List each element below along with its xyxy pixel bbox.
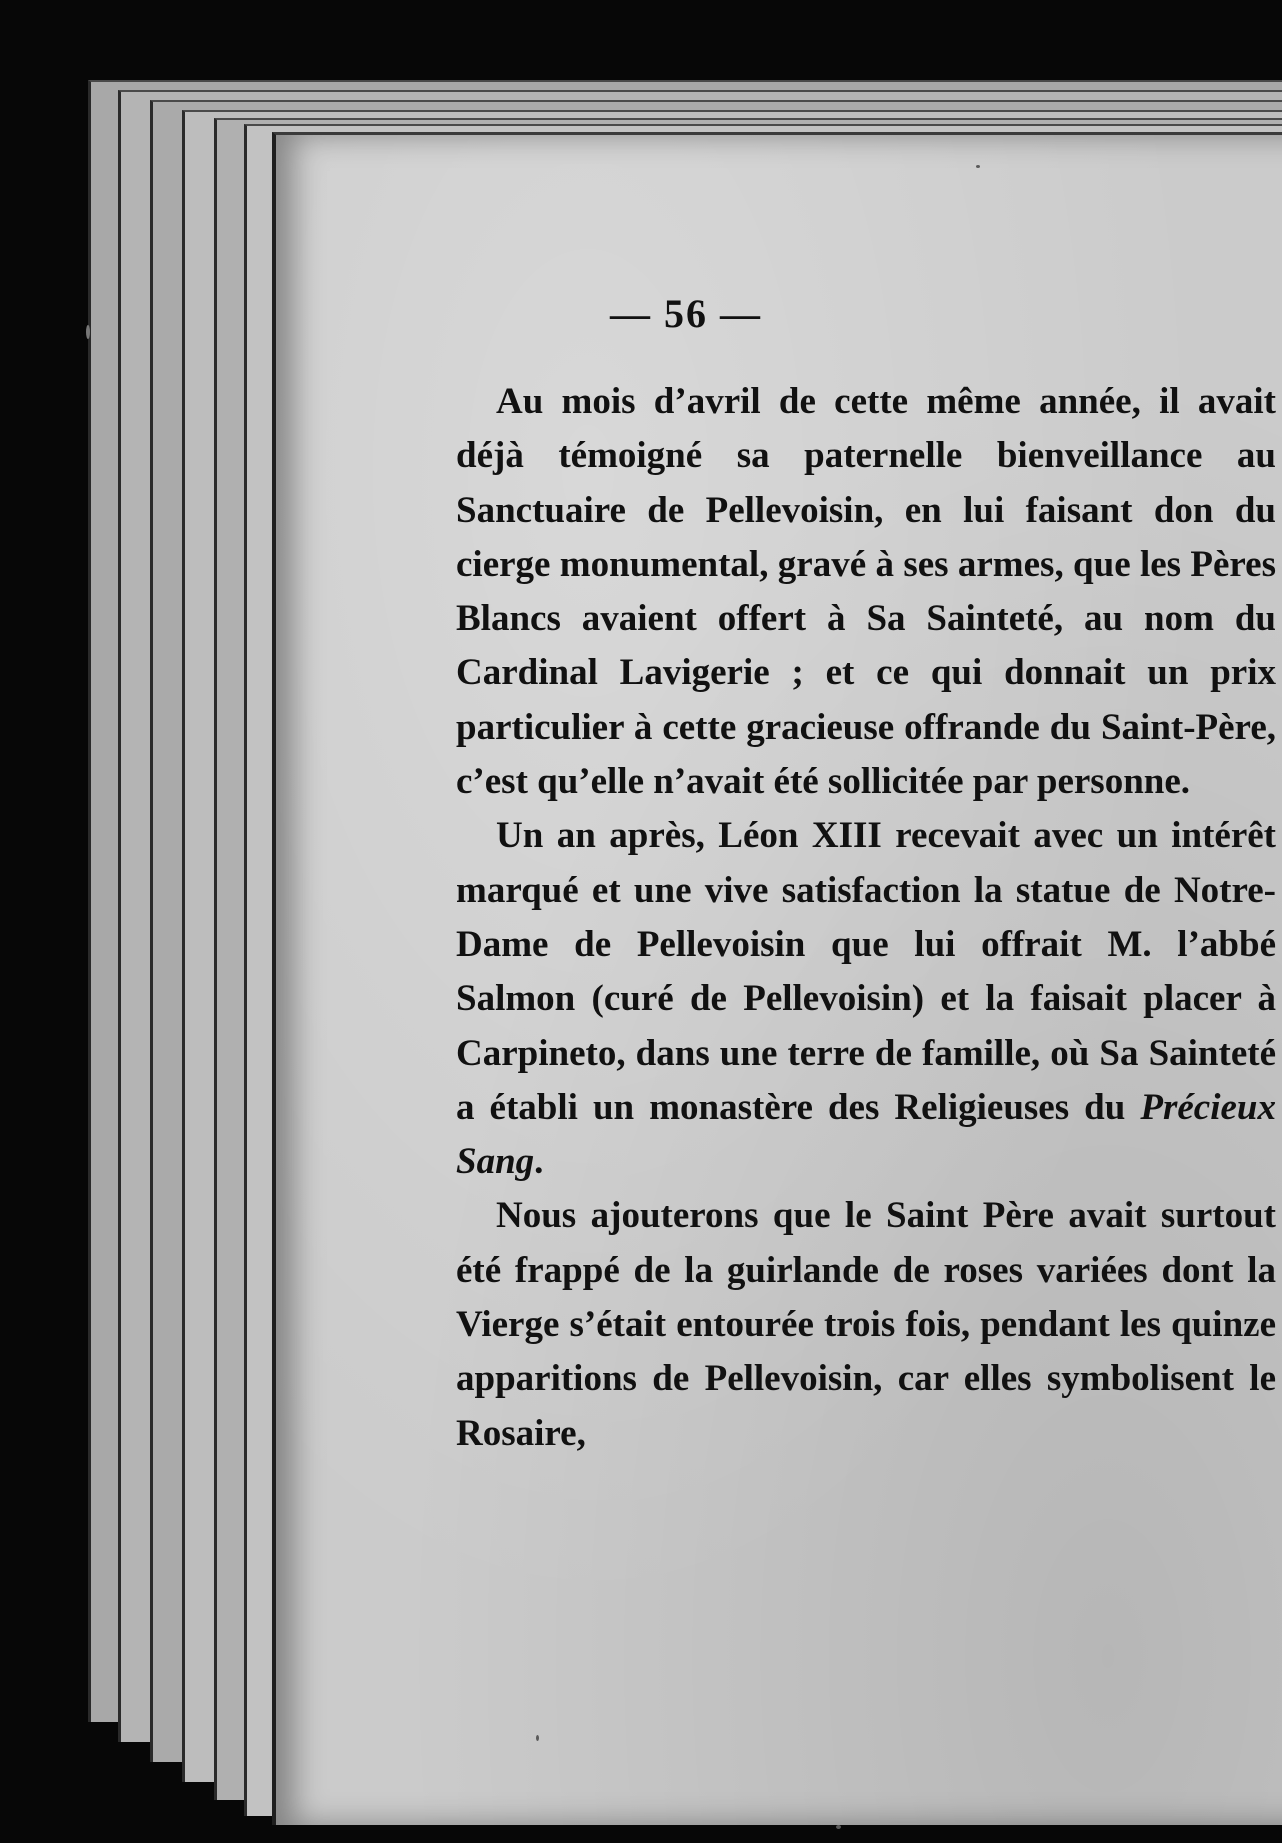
book-page [272,132,1282,1825]
scan-speck [86,325,90,339]
paragraph-1: Au mois d’avril de cette même année, il avait déjà témoigné sa paternelle bienveillance au Sanctuaire de Pellevoisin, en lui faisant don du cierge monumental, gravé à ses armes, que les Pères Blancs avaient offert à Sa Sainteté, au nom du Cardinal Lavigerie ; et ce qui donnait un prix particulier à cette gracieuse offrande du Saint-Père, c’est qu’elle n’avait été sollicitée par personne. [456,381,1276,803]
paragraph-2 [456,809,1276,1189]
paragraph-2-italic-title: Précieux Sang [456,1086,1276,1183]
paragraph-3: Nous ajouterons que le Saint Père avait surtout été frappé de la guirlande de roses variées dont la Vierge s’était entourée trois fois, pendant les quinze apparitions de Pellevoisin, car elles symbolisent le Rosaire, [456,1195,1276,1454]
paragraph-2-text: Un an après, Léon XIII recevait avec un intérêt marqué et une vive satisfaction la statue de Notre-Dame de Pellevoisin que lui offrait M. l’abbé Salmon (curé de Pellevoisin) et la faisait placer à Carpineto, dans une terre de famille, où Sa Sainteté a établi un monastère des Religieuses du [456,815,1276,1128]
page-text-body [456,375,1276,1461]
paragraph-2-end: . [534,1141,544,1183]
scan-speck [536,1735,539,1741]
page-number: — 56 — [610,291,762,336]
scan-speck [836,1825,841,1829]
scan-speck [976,165,980,168]
